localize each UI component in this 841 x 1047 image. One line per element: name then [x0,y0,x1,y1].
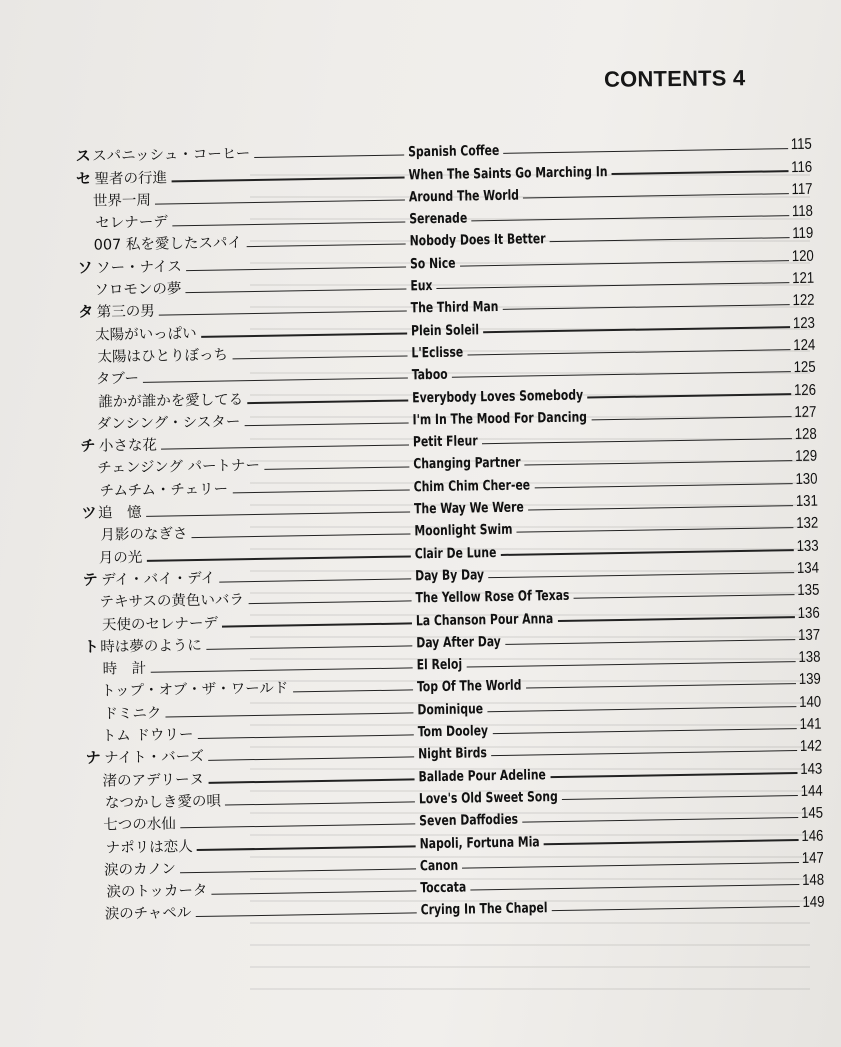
leader-line [526,683,796,689]
leader-line [492,728,796,734]
page-number: 127 [794,403,817,421]
english-title: Around The World [408,187,520,206]
page-number: 148 [802,871,825,890]
japanese-title: チムチム・チェリー [99,481,229,500]
japanese-title: ダンシング・シスター [96,414,241,433]
leader-line [151,667,413,673]
leader-line [186,266,406,271]
leader-line [192,534,411,539]
english-title: The Third Man [410,299,499,317]
index-kana: ス [75,146,91,166]
page-number: 124 [793,336,816,355]
japanese-title: 天使のセレナーデ [101,615,219,634]
leader-line [248,400,409,404]
english-title: Nobody Does It Better [409,231,546,250]
leader-line [528,505,793,511]
leader-line [255,155,405,159]
japanese-title: デイ・バイ・デイ [101,570,216,589]
page-number: 145 [801,804,824,823]
leader-line [208,779,414,784]
leader-line [558,616,795,621]
leader-line [525,460,792,466]
page-number: 131 [795,492,819,511]
japanese-title: 涙のチャペル [104,905,192,923]
english-title: Eux [410,278,433,295]
page-number: 117 [791,180,813,198]
japanese-title: 誰かが誰かを愛してる [98,391,244,411]
english-title: Love's Old Sweet Song [418,788,558,808]
leader-line [491,750,797,756]
leader-line [462,862,798,869]
leader-line [562,795,798,800]
page-number: 115 [790,136,813,154]
index-kana: テ [82,570,98,589]
page-number: 139 [798,671,822,689]
page-number: 149 [802,894,825,912]
english-title: Chim Chim Cher-ee [413,477,531,496]
japanese-title: 第三の男 [96,304,155,321]
leader-line [501,550,794,556]
leader-line [488,572,794,578]
japanese-title: 月の光 [98,549,143,567]
index-kana: ト [83,637,99,656]
leader-line [452,371,791,378]
japanese-title: テキサスの黄色いバラ [99,592,245,611]
japanese-title: スパニッシュ・コーヒー [92,146,251,165]
leader-line [201,333,407,338]
leader-line [166,712,414,717]
japanese-title: 七つの水仙 [103,816,176,834]
leader-line [198,734,414,739]
leader-line [186,288,407,293]
page-number: 140 [799,693,822,711]
leader-line [180,823,415,828]
leader-line [143,378,408,384]
english-title: Serenade [409,210,468,228]
japanese-title: 時は夢のように [100,637,202,656]
english-title: Night Birds [418,745,487,763]
japanese-title: 007 私を愛したスパイ [93,235,243,255]
japanese-title: なつかしき愛の唄 [104,793,222,812]
english-title: So Nice [409,255,456,273]
leader-line [212,890,417,895]
japanese-title: ソー・ナイス [95,258,182,277]
page-number: 134 [796,559,820,577]
leader-line [472,215,789,221]
leader-line [437,282,789,289]
english-title: Moonlight Swim [414,522,513,540]
japanese-title: 太陽はひとりぼっち [97,347,229,366]
index-kana: ツ [81,503,97,522]
leader-line [180,868,416,873]
leader-line [147,556,411,562]
leader-line [161,444,409,449]
english-title: Clair De Lune [414,544,497,563]
japanese-title: ソロモンの夢 [94,281,182,299]
english-title: Everybody Loves Somebody [412,387,584,406]
leader-line [196,913,417,918]
page-number: 119 [792,225,814,243]
leader-line [225,801,415,805]
page-number: 146 [801,827,824,845]
page-number: 135 [797,581,820,600]
leader-line [483,327,790,333]
japanese-title: 渚のアデリーヌ [102,771,205,790]
english-title: I'm In The Mood For Dancing [412,409,588,429]
english-title: L'Eclisse [411,344,464,362]
leader-line [246,244,405,248]
english-title: Top Of The World [416,678,522,696]
japanese-title: セレナーデ [95,214,168,232]
english-title: Napoli, Fortuna Mia [419,833,540,852]
leader-line [208,757,414,762]
japanese-title: 追 憶 [97,504,142,522]
leader-line [550,237,790,242]
leader-line [206,645,412,650]
leader-line [467,349,790,356]
english-title: El Reloj [416,656,463,674]
leader-line [552,906,800,911]
english-title: Spanish Coffee [408,143,500,161]
leader-line [222,623,412,627]
leader-line [197,846,416,851]
page-number: 133 [796,537,819,555]
japanese-title: 太陽がいっぱい [95,325,197,344]
leader-line [146,511,410,517]
page-number: 143 [800,760,823,778]
english-title: The Yellow Rose Of Texas [415,588,570,607]
english-title: Day By Day [415,567,485,585]
japanese-title: 聖者の行進 [94,170,168,188]
japanese-title: 月影のなぎさ [100,526,188,544]
english-title: Canon [419,857,459,875]
page-number: 142 [799,737,823,756]
leader-line [159,311,407,316]
leader-line [232,355,407,359]
japanese-title: 涙のカノン [103,861,177,879]
leader-line [155,199,405,204]
leader-line [264,467,409,471]
leader-line [534,483,792,488]
page-number: 121 [792,269,815,288]
page-title: CONTENTS 4 [603,65,746,92]
leader-line [220,578,412,582]
leader-line [544,839,798,844]
english-title: Dominique [417,700,484,719]
english-title: Ballade Pour Adeline [418,766,546,785]
japanese-title: ナポリは恋人 [105,838,193,857]
english-title: When The Saints Go Marching In [408,163,608,184]
page-number: 130 [795,470,818,488]
page-number: 147 [801,849,825,867]
japanese-title: 小さな花 [98,437,158,455]
japanese-title: チェンジング パートナー [97,458,261,478]
english-title: La Chanson Pour Anna [415,610,554,629]
english-title: Taboo [411,367,448,384]
leader-line [466,661,795,668]
english-title: Day After Day [416,633,501,652]
leader-line [248,600,411,604]
english-title: Seven Daffodies [419,811,519,830]
page-number: 128 [794,425,818,444]
page-number: 116 [791,158,813,176]
index-kana: ソ [77,258,93,277]
leader-line [171,177,404,182]
page-number: 126 [794,381,817,399]
leader-line [591,416,791,421]
japanese-title: トップ・オブ・ザ・ワールド [100,680,289,701]
japanese-title: 時 計 [102,660,147,678]
english-title: Toccata [420,879,467,897]
leader-line [522,817,798,823]
english-title: Tom Dooley [417,723,489,741]
leader-line [504,148,788,154]
page-number: 144 [800,782,823,800]
japanese-title: タブー [95,371,140,388]
japanese-title: 涙のトッカータ [106,882,208,901]
english-title: Petit Fleur [412,433,478,451]
leader-line [523,193,788,199]
english-title: Changing Partner [413,455,521,473]
index-kana: チ [80,436,96,456]
leader-line [482,438,792,444]
page-number: 138 [798,648,821,667]
leader-line [471,884,800,891]
leader-line [293,690,413,693]
page-number: 122 [792,292,815,310]
page-number: 137 [798,626,821,644]
leader-line [550,772,797,777]
index-kana: セ [75,169,92,188]
page-number: 120 [791,247,815,265]
page-number: 136 [797,604,820,622]
page-number: 132 [796,515,819,533]
leader-line [460,260,789,267]
leader-line [587,393,791,398]
page-number: 141 [799,715,822,734]
leader-line [503,304,790,310]
page-number: 118 [792,202,814,221]
leader-line [612,171,788,175]
leader-line [487,706,796,712]
japanese-title: トム ドウリー [101,727,194,745]
english-title: The Way We Were [413,499,524,518]
page-number: 125 [793,358,816,377]
japanese-title: 世界一周 [92,192,152,210]
leader-line [505,639,795,645]
japanese-title: ナイト・バーズ [104,749,205,767]
leader-line [172,221,405,226]
index-kana: ナ [85,748,101,768]
page-number: 129 [795,448,818,466]
leader-line [517,527,793,533]
toc-list [72,134,833,927]
leader-line [232,489,409,493]
index-kana: タ [78,303,94,322]
leader-line [245,422,409,426]
english-title: Plein Soleil [410,321,480,340]
page-number: 123 [792,314,816,332]
english-title: Crying In The Chapel [420,900,548,919]
japanese-title: ドミニク [103,705,162,723]
leader-line [574,594,795,599]
